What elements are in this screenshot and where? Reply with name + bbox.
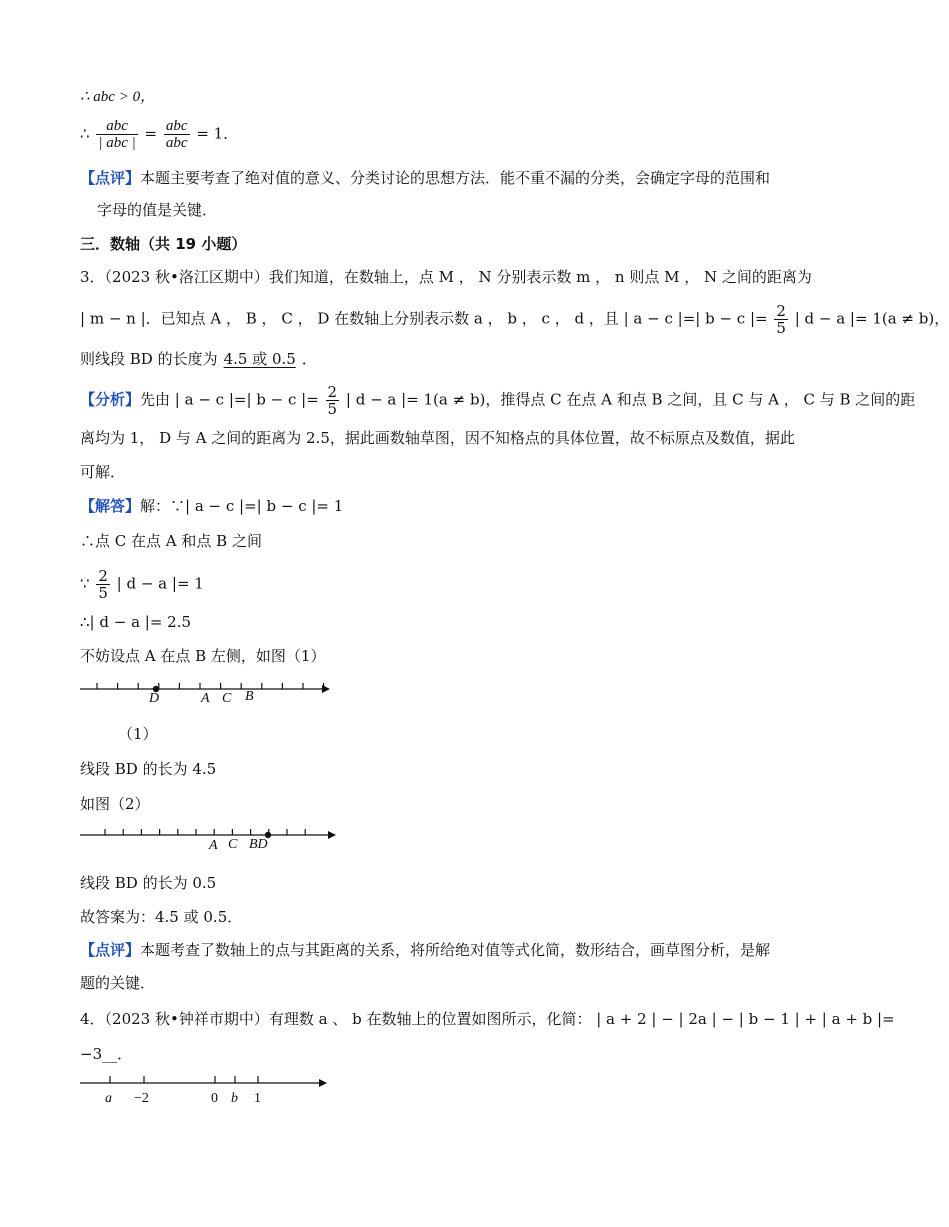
analysis-tag: 【分析】 [80,390,141,409]
fraction-numerator: abc [165,118,188,134]
fig3-label-a: a [105,1091,112,1106]
fig2-label-c: C [228,837,238,852]
q3-answer: 4.5 或 0.5 [223,350,296,368]
fraction-denominator: 5 [776,319,786,337]
fraction-numerator: 2 [776,302,786,320]
analysis-text-end: | d − a |= 1(a ≠ b)，推得点 C 在点 A 和点 B 之间，且 C 与 A ， C 与 B 之间的距 [345,390,916,409]
q3-text-end: | d − a |= 1(a ≠ b)， [794,309,949,328]
fraction-numerator: abc [96,118,137,135]
because-symbol: ∵ [80,574,90,593]
analysis-line-2: 离均为 1， D 与 A 之间的距离为 2.5，据此画数轴草图，因不知格点的具体位置，故不标原点及数值，据此 [80,429,795,447]
figure-1-caption: （1） [118,725,158,743]
solution-line-9: 故答案为：4.5 或 0.5． [80,908,243,926]
solution-text: | d − a |= 1 [116,574,204,593]
analysis-line-3: 可解． [80,463,126,481]
fig3-label-minus-two: −2 [134,1091,149,1106]
line-abc-positive: ∴ abc > 0， [80,89,156,105]
q3-period: ． [301,350,317,368]
solution-text: 解：∵| a − c |=| b − c |= 1 [140,497,344,515]
solution-line-7: 如图（2） [80,795,150,813]
question-4-line-1: 4．（2023 秋•钟祥市期中）有理数 a 、 b 在数轴上的位置如图所示，化简： | a + 2 | − | 2a | − | b − 1 | + | a + b |= [80,1010,895,1028]
fig1-label-d: D [149,691,160,706]
fraction-denominator: 5 [327,400,338,418]
fig1-label-c: C [222,691,232,706]
solution-line-4: ∴| d − a |= 2.5 [80,613,192,631]
section-heading: 三．数轴（共 19 小题） [80,235,247,253]
review-text: 本题考查了数轴上的点与其距离的关系，将所给绝对值等式化简，数形结合，画草图分析，是解 [140,941,771,959]
q3-text: | m − n |．已知点 A ， B ， C ， D 在数轴上分别表示数 a ， b ， c ， d ，且 | a − c |=| b − c |= [80,309,768,328]
solution-line-2: ∴点 C 在点 A 和点 B 之间 [80,532,262,550]
review-tag: 【点评】 [80,941,141,959]
fraction-numerator: 2 [327,383,338,401]
fig3-label-zero: 0 [211,1091,218,1106]
q4-answer: −3 [80,1045,103,1063]
q3-answer-prompt: 则线段 BD 的长度为 [80,350,218,368]
question-3-line-1: 3．（2023 秋•洛江区期中）我们知道，在数轴上，点 M ， N 分别表示数 m ， n 则点 M ， N 之间的距离为 [80,268,812,286]
solution-line-5: 不妨设点 A 在点 B 左侧，如图（1） [80,647,326,665]
review-tag: 【点评】 [80,169,141,187]
solution-line-6: 线段 BD 的长为 4.5 [80,760,217,778]
solution-line-8: 线段 BD 的长为 0.5 [80,874,217,892]
equals-sign: = [144,124,158,143]
fig2-label-bd: BD [249,837,268,852]
fig1-label-b: B [245,689,254,704]
solution-tag: 【解答】 [80,497,141,515]
fraction-denominator: | abc | [98,135,136,151]
fig3-label-one: 1 [254,1091,261,1106]
analysis-text: 先由 | a − c |=| b − c |= [140,390,319,409]
review-1-cont: 字母的值是关键． [97,201,218,219]
review-text: 本题主要考查了绝对值的意义、分类讨论的思想方法．能不重不漏的分类，会确定字母的范围和 [140,169,771,187]
fraction-denominator: 5 [98,584,108,602]
equals-one: = 1． [196,124,239,143]
fig2-label-a: A [209,838,218,853]
fraction-denominator: abc [165,135,188,151]
fig3-label-b: b [231,1091,238,1106]
therefore-symbol: ∴ [80,124,90,143]
fraction-numerator: 2 [98,567,108,585]
fig1-label-a: A [201,691,210,706]
q4-blank: __． [102,1045,133,1063]
review-2-cont: 题的关键． [80,974,156,992]
